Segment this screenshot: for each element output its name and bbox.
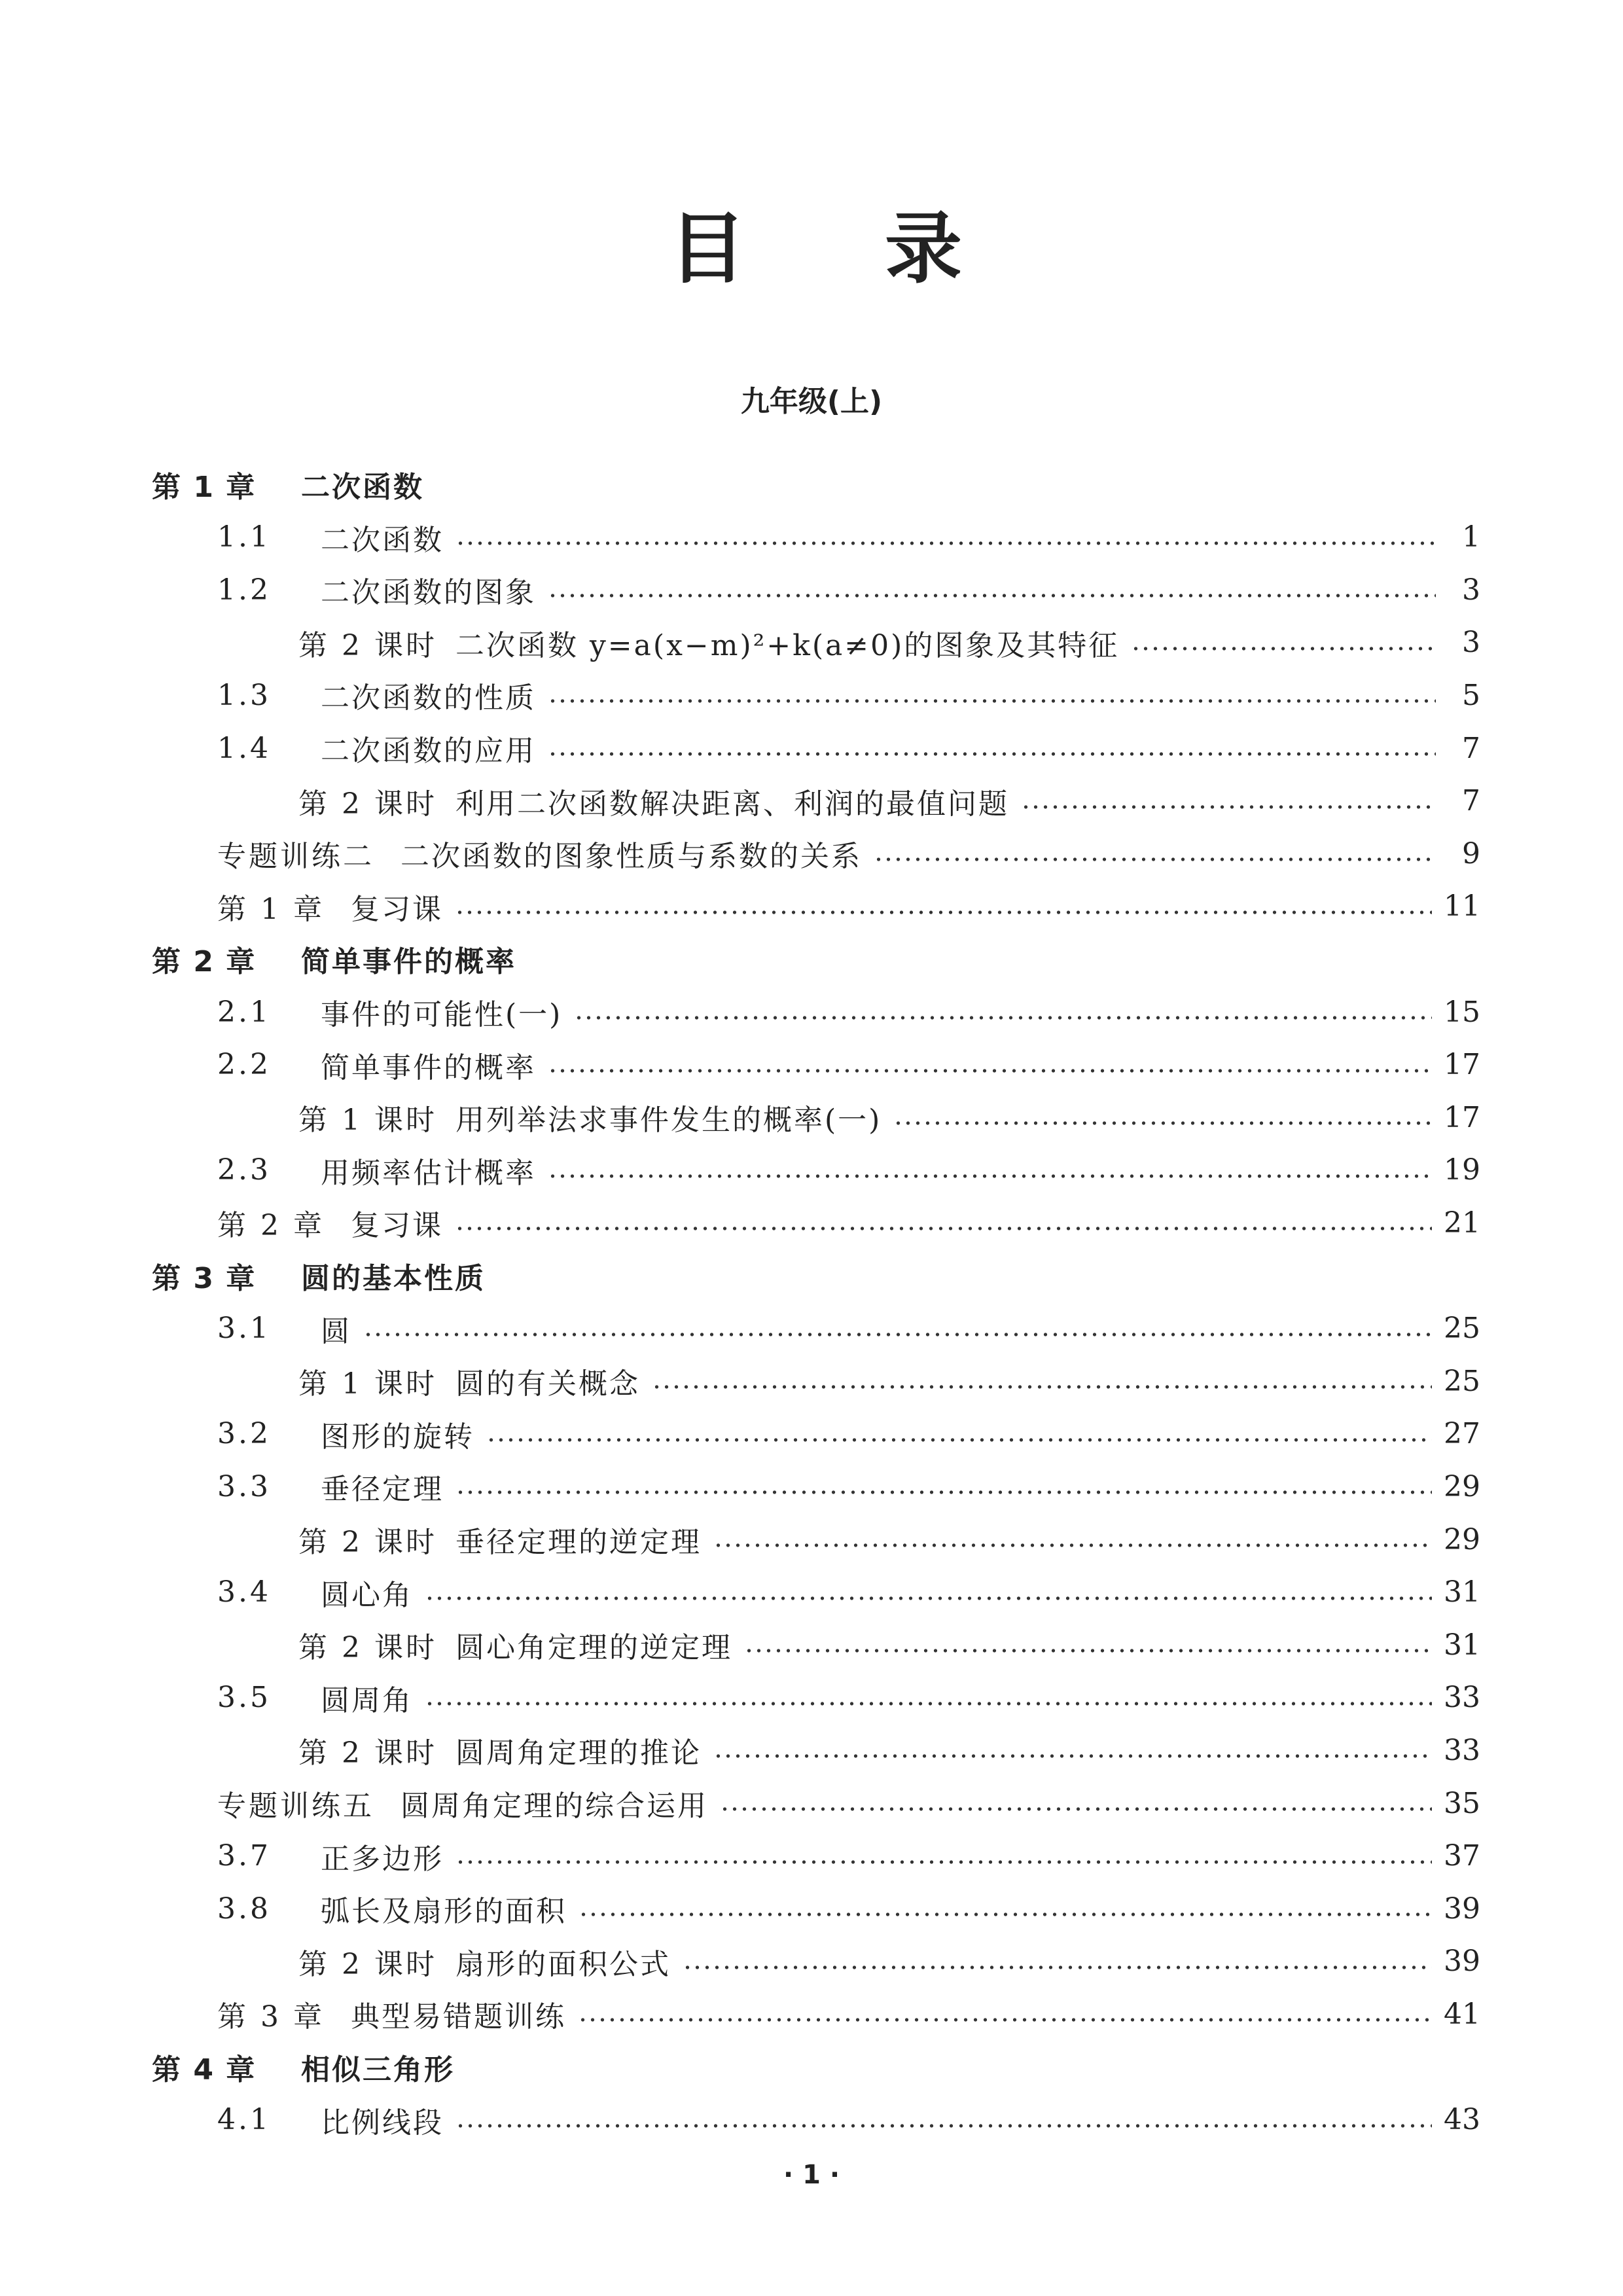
toc-dot-leader [548,699,1436,703]
toc-entry-label: 圆周角 [321,1683,413,1717]
toc-entry-label: 圆周角定理的综合运用 [401,1789,708,1823]
grade-heading: 九年级(上) [740,385,883,418]
toc-page-number: 37 [1444,1839,1480,1873]
toc-entry-label: 圆心角 [321,1578,413,1612]
toc-chapter-row[interactable] [152,933,1480,985]
toc-entry-number: 2.1 [217,995,271,1029]
toc-entry-number: 专题训练五 [217,1789,374,1823]
toc-entry-label: 典型易错题训练 [350,2000,566,2034]
toc-page-number: 39 [1444,1892,1480,1926]
toc-entry-number: 第 2 课时 [298,1947,437,1981]
toc-entry-row[interactable] [217,511,1480,564]
toc-entry-row[interactable] [217,1882,1480,1935]
toc-entry-label: 二次函数 [321,523,444,557]
toc-entry-row[interactable] [217,986,1480,1038]
toc-entry-number: 4.1 [217,2103,271,2137]
toc-page-number: 17 [1444,1048,1480,1082]
toc-page-number: 3 [1462,573,1480,607]
toc-page-number: 25 [1444,1312,1480,1346]
toc-dot-leader [893,1121,1432,1125]
toc-page-number: 15 [1444,995,1480,1029]
toc-entry-number: 3.8 [217,1892,271,1926]
toc-dot-leader [744,1649,1432,1653]
toc-page-number: 31 [1444,1628,1480,1662]
toc-chapter-row[interactable] [152,458,1480,511]
toc-entry-number: 第 3 章 [217,2000,325,2034]
toc-page-number: 33 [1444,1681,1480,1715]
page-number-footer: · 1 · [783,2160,840,2190]
toc-entry-row[interactable] [298,1619,1480,1671]
toc-dot-leader [425,1596,1432,1600]
toc-entry-number: 第 1 章 [152,471,257,504]
toc-entry-row[interactable] [298,1355,1480,1407]
toc-dot-leader [363,1333,1432,1336]
toc-page-number: 9 [1462,836,1480,870]
toc-entry-label: 圆周角定理的推论 [455,1736,702,1770]
toc-entry-row[interactable] [298,1513,1480,1566]
toc-page-number: 25 [1444,1364,1480,1398]
toc-entry-label: 垂径定理的逆定理 [455,1526,702,1559]
toc-page-number: 7 [1462,784,1480,818]
toc-entry-label: 二次函数的性质 [321,681,536,715]
toc-entry-row[interactable] [217,564,1480,616]
toc-entry-label: 圆的有关概念 [455,1367,640,1401]
toc-entry-label: 比例线段 [321,2106,444,2140]
toc-dot-leader [578,2018,1432,2022]
toc-entry-row[interactable] [217,1408,1480,1460]
toc-entry-row[interactable] [217,1777,1480,1829]
toc-entry-number: 第 1 课时 [298,1103,437,1138]
toc-page-number: 35 [1444,1786,1480,1820]
toc-dot-leader [574,1016,1432,1020]
toc-entry-number: 1.2 [217,573,271,607]
toc-dot-leader [455,1860,1432,1864]
toc-entry-number: 第 2 课时 [298,1631,437,1665]
toc-page-number: 7 [1462,731,1480,765]
toc-entry-label: 事件的可能性(一) [321,998,563,1031]
toc-entry-row[interactable] [217,1144,1480,1196]
toc-entry-label: 圆心角定理的逆定理 [455,1631,732,1665]
toc-dot-leader [425,1702,1432,1706]
toc-page-number: 11 [1444,889,1480,924]
toc-entry-label: 二次函数的图象性质与系数的关系 [401,840,862,874]
toc-entry-label: 利用二次函数解决距离、利润的最值问题 [455,787,1009,821]
toc-entry-number: 第 2 课时 [298,1736,437,1770]
toc-page-number: 43 [1444,2103,1480,2137]
toc-entry-row[interactable] [217,1988,1480,2040]
toc-entry-label: 弧长及扇形的面积 [321,1895,567,1929]
toc-entry-number: 1.3 [217,678,271,712]
toc-page-number: 31 [1444,1575,1480,1609]
toc-page-number: 33 [1444,1733,1480,1767]
toc-dot-leader [713,1543,1432,1547]
toc-dot-leader [720,1807,1432,1811]
toc-dot-leader [579,1912,1432,1916]
toc-dot-leader [713,1754,1432,1758]
toc-entry-number: 第 2 课时 [298,787,437,821]
toc-entry-row[interactable] [217,2094,1480,2146]
toc-entry-label: 简单事件的概率 [321,1050,536,1085]
toc-entry-row[interactable] [298,617,1480,669]
toc-entry-number: 3.2 [217,1417,271,1451]
toc-chapter-row[interactable] [152,1249,1480,1302]
toc-entry-label: 用频率估计概率 [321,1156,536,1190]
toc-entry-number: 第 3 章 [152,1262,257,1295]
toc-entry-label: 圆 [321,1314,351,1348]
toc-page-number: 5 [1462,678,1480,712]
toc-page-number: 1 [1462,520,1480,554]
toc-entry-row[interactable] [217,1672,1480,1724]
toc-entry-row[interactable] [217,880,1480,933]
toc-entry-label: 相似三角形 [301,2053,455,2087]
toc-chapter-row[interactable] [152,2041,1480,2093]
toc-dot-leader [548,1174,1432,1178]
toc-dot-leader [455,541,1436,545]
toc-entry-number: 1.1 [217,520,271,554]
toc-entry-label: 二次函数的应用 [321,734,536,768]
toc-entry-row[interactable] [217,1196,1480,1249]
toc-dot-leader [455,1490,1432,1494]
toc-entry-label: 二次函数 y=a(x−m)²+k(a≠0)的图象及其特征 [455,628,1120,662]
toc-page-number: 3 [1462,626,1480,660]
toc-entry-number: 3.4 [217,1575,271,1609]
toc-entry-row[interactable] [217,1039,1480,1091]
toc-dot-leader [455,910,1432,914]
toc-entry-row[interactable] [217,1302,1480,1355]
toc-entry-number: 1.4 [217,731,271,765]
toc-entry-number: 第 2 课时 [298,1526,437,1559]
toc-entry-number: 3.3 [217,1469,271,1503]
toc-entry-label: 正多边形 [321,1842,444,1876]
toc-entry-number: 第 2 章 [217,1209,325,1243]
toc-entry-row[interactable] [217,1460,1480,1513]
toc-entry-number: 第 1 课时 [298,1367,437,1401]
toc-entry-number: 2.2 [217,1048,271,1082]
toc-dot-leader [455,2124,1432,2128]
toc-entry-label: 简单事件的概率 [301,945,516,979]
toc-entry-label: 垂径定理 [321,1473,444,1507]
toc-dot-leader [874,857,1436,861]
toc-entry-number: 专题训练二 [217,840,374,874]
toc-entry-number: 第 1 章 [217,892,325,926]
toc-entry-label: 二次函数的图象 [321,576,536,610]
toc-entry-label: 二次函数 [301,471,424,504]
toc-entry-row[interactable] [217,827,1480,880]
toc-dot-leader [683,1965,1432,1969]
toc-entry-number: 2.3 [217,1153,271,1187]
toc-dot-leader [548,594,1436,598]
toc-entry-label: 图形的旋转 [321,1420,474,1454]
toc-entry-row[interactable] [217,669,1480,721]
toc-entry-label: 圆的基本性质 [301,1262,486,1295]
toc-page-number: 29 [1444,1469,1480,1503]
toc-dot-leader [652,1385,1432,1389]
toc-entry-row[interactable] [298,1724,1480,1776]
toc-dot-leader [1131,647,1436,651]
toc-entry-row[interactable] [217,722,1480,774]
toc-entry-number: 第 4 章 [152,2053,257,2087]
toc-entry-number: 3.7 [217,1839,271,1873]
toc-entry-label: 扇形的面积公式 [455,1947,671,1981]
toc-entry-row[interactable] [217,1830,1480,1882]
toc-entry-label: 用列举法求事件发生的概率(一) [455,1103,882,1138]
toc-dot-leader [1021,805,1436,809]
toc-dot-leader [548,752,1436,756]
toc-dot-leader [548,1069,1432,1073]
toc-entry-number: 第 2 课时 [298,628,437,662]
title-char-left: 目 [669,204,747,294]
toc-entry-row[interactable] [298,1935,1480,1988]
toc-entry-row[interactable] [298,775,1480,827]
toc-dot-leader [455,1227,1432,1230]
toc-page-number: 21 [1444,1206,1480,1240]
toc-page-number: 19 [1444,1153,1480,1187]
toc-entry-number: 3.5 [217,1681,271,1715]
toc-entry-number: 3.1 [217,1312,271,1346]
toc-page-number: 17 [1444,1100,1480,1134]
title-char-right: 录 [885,204,963,294]
toc-entry-label: 复习课 [350,892,443,926]
toc-entry-row[interactable] [217,1566,1480,1619]
toc-page-number: 29 [1444,1522,1480,1556]
toc-page-number: 27 [1444,1417,1480,1451]
toc-entry-row[interactable] [298,1091,1480,1143]
toc-entry-number: 第 2 章 [152,945,257,979]
toc-page-number: 41 [1444,1997,1480,2031]
toc-dot-leader [486,1438,1432,1442]
toc-entry-label: 复习课 [350,1209,443,1243]
toc-page-number: 39 [1444,1945,1480,1979]
